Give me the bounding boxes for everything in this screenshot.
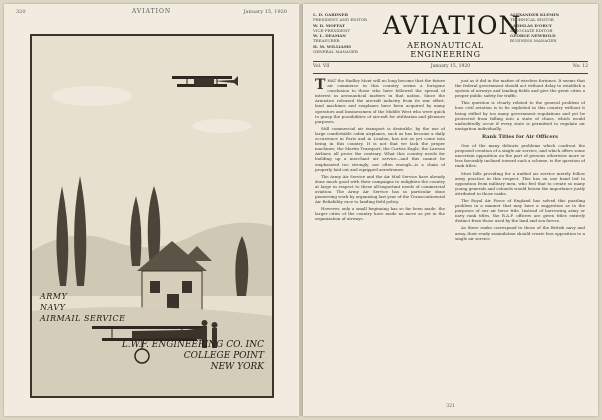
staff-name: H. M. WILLIAMS	[313, 43, 352, 49]
masthead-right-staff	[510, 12, 588, 44]
left-running-title: AVIATION	[131, 8, 172, 15]
issue-volume: Vol. VII	[313, 64, 330, 69]
paragraph: As these ranks correspond to those of the British navy and army, their ready assimilation should create less opposition to a single air service.	[455, 225, 585, 241]
paragraph: The Royal Air Force of England has solved this puzzling problem in a manner that may have a suggestion as to the purposes of our air force title. Instead of borrowing army or navy rank titles, the R.A.F. officers are given titles entirely distinct from those used by the land and sea forces.	[455, 197, 585, 224]
paragraph: Most bills providing for a unified air service merely follow army practice in this respect. This has on one hand led to opposition from military men, who feel that to create so many young generals and colonels would lessen the importance justly attributed to those ranks.	[455, 170, 585, 196]
ad-state: NEW YORK	[210, 362, 264, 372]
staff-role: VICE-PRESIDENT	[313, 27, 351, 33]
editorial-column-2	[455, 78, 585, 398]
left-running-date: January 15, 1920	[243, 9, 287, 15]
paragraph: However, only a small beginning has so far been made, the larger cities of the country have made no move as yet in the organization of airways.	[315, 206, 445, 222]
masthead-subtitle: AERONAUTICAL ENGINEERING	[407, 41, 484, 59]
paragraph: just as it did in the matter of wireless fortunes. It seems that the federal government should act without delay to establish a system of airways and landing fields and give the great cities a proper public safety for traffic.	[455, 78, 585, 99]
staff-name: LADISLAS D'ORCY	[510, 22, 552, 28]
masthead-title-block	[383, 11, 522, 59]
staff-name: W. D. MOFFAT	[313, 22, 345, 28]
staff-role: TECHNICAL EDITOR	[510, 17, 554, 23]
ad-city: COLLEGE POINT	[183, 351, 264, 361]
staff-role: PRESIDENT AND EDITOR	[313, 17, 368, 23]
staff-role: ASSOCIATE EDITOR	[510, 27, 553, 33]
paragraph: Still commercial air transport is desirable, by the use of large comfortable cabin airplanes, such as has become a daily occurrence in Paris and in London, has not as yet come into being in this country. It is not that we lack the proper machines; the Martin Transport, the Curtiss Eagle, the Lawson Airliner, all prove the contrary. What this country needs for building up a merchant air service—and this cannot be emphasized too strongly, nor often enough—is a chain of properly laid out and equipped aerodromes.	[315, 125, 445, 172]
section-heading: Rank Titles for Air Officers	[482, 133, 558, 140]
issue-rule	[313, 73, 588, 74]
masthead-title: AVIATION	[383, 11, 522, 40]
issue-line	[313, 64, 588, 72]
paragraph: This question is clearly related to the general problem of how civil aviation is to be exploited in this country without it being stifled by too many government regulations and yet be protected from falling into a state of chaos, which would undoubtedly occur if every state is permitted to regulate air navigation individually.	[455, 100, 585, 131]
staff-role: GENERAL MANAGER	[313, 49, 358, 55]
right-page-number: 321	[446, 404, 455, 409]
left-page-number: 320	[16, 9, 26, 15]
staff-role: TREASURER	[313, 38, 340, 44]
staff-name: GEORGE NEWBOLD	[510, 33, 556, 39]
issue-number: No. 12	[572, 64, 588, 69]
paragraph: One of the many delicate problems which confront the proposed creation of a single air service, and which offers some uncertain opposition on the part of persons otherwise more or less favorably inclined toward such a scheme, is the question of rank titles.	[455, 143, 585, 169]
editorial-column-1	[315, 78, 445, 398]
left-page	[4, 4, 299, 416]
ad-line-army: ARMY	[40, 292, 68, 301]
lwf-advertisement	[30, 34, 274, 398]
staff-role: BUSINESS MANAGER	[510, 38, 557, 44]
ad-line-airmail: AIRMAIL SERVICE	[40, 314, 126, 323]
staff-name: L. D. GARDNER	[313, 12, 349, 17]
left-running-head	[16, 8, 287, 18]
ad-company-name: L.W.F. ENGINEERING CO. INC	[121, 340, 264, 350]
ad-services-text	[40, 291, 125, 324]
masthead-left-staff	[313, 12, 383, 54]
paragraph: HAT the Hadley Mont will no long become that the future air commerce in this country seems a foregone conclusion to those who have followed the spread of interest in aeronautical matters in that nation. Since the Armistice released the aircraft industry from its war effort, land machines and seaplanes have been acquired by many operators and businessmen of the Middle West who were quick to grasp the possibilities of aircraft for utilitarian and pleasure purposes.	[315, 78, 445, 124]
staff-name: ALEXANDER KLEMIN	[510, 12, 560, 17]
drop-cap: T	[315, 78, 326, 93]
ad-line-navy: NAVY	[40, 303, 66, 312]
masthead-rule	[313, 61, 588, 62]
right-page	[303, 4, 598, 416]
ad-company-text	[122, 340, 264, 373]
issue-date: January 15, 1920	[430, 64, 471, 69]
paragraph: The Army Air Service and the Air Mail Service have already done much good with their campaigns to enlighten the country at large in respect to these all-important needs of commercial aviation. The Army Air Service has in particular done pioneering work by organizing last year of the Transcontinental Air Reliability race to landing field policy.	[315, 173, 445, 205]
staff-name: W. L. DEAMAN	[313, 33, 347, 39]
